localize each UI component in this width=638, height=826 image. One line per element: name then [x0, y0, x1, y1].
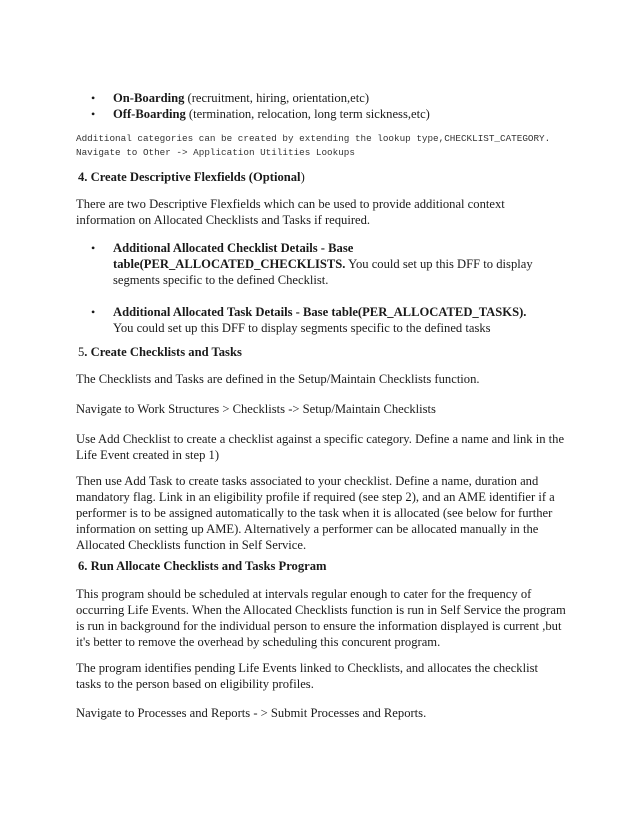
bullet-term: Off-Boarding — [113, 107, 186, 121]
bullet-description: (recruitment, hiring, orientation,etc) — [184, 91, 370, 105]
bullet-bold-text: Additional Allocated Task Details - Base table(PER_ALLOCATED_TASKS). — [113, 305, 527, 319]
list-item — [76, 106, 566, 122]
section-6-heading: 6. Run Allocate Checklists and Tasks Program — [78, 559, 327, 573]
section-4-intro: There are two Descriptive Flexfields which can be used to provide additional context information on Allocated Checklists and Tasks if required. — [76, 197, 505, 227]
bullet-term: On-Boarding — [113, 91, 185, 105]
list-item — [76, 90, 566, 106]
section-5-heading: 5. Create Checklists and Tasks — [78, 345, 242, 359]
paragraph: Navigate to Processes and Reports - > Submit Processes and Reports. — [76, 706, 427, 720]
bullet-icon: • — [91, 91, 96, 105]
list-item — [76, 240, 546, 288]
paragraph: The program identifies pending Life Events linked to Checklists, and allocates the checklist tasks to the person based on eligibility profiles. — [76, 661, 538, 691]
list-item — [76, 304, 546, 336]
code-line: Navigate to Other -> Application Utilities Lookups — [76, 147, 355, 158]
bullet-text: You could set up this DFF to display segments specific to the defined tasks — [113, 321, 491, 335]
bullet-text: You could set up this DFF to display segments specific to the defined Checklist. — [113, 257, 533, 287]
bullet-icon: • — [91, 305, 96, 319]
code-line: Additional categories can be created by extending the lookup type,CHECKLIST_CATEGORY. — [76, 133, 551, 144]
paragraph: Then use Add Task to create tasks associated to your checklist. Define a name, duration and mandatory flag. Link in an eligibility profile if required (see step 2), and an AME identifier if a performer is to be assigned automatically to the task when it is allocated (see below for further information on setting up AME). Alternatively a performer can be allocated manually in the Allocated Checklists function in Self Service. — [76, 474, 555, 552]
bullet-description: (termination, relocation, long term sickness,etc) — [185, 107, 430, 121]
bullet-icon: • — [91, 107, 96, 121]
dff-bullet-list — [76, 240, 546, 336]
paragraph: This program should be scheduled at intervals regular enough to cater for the frequency of occurring Life Events. When the Allocated Checklists function is run in Self Service the program is run in background for the individual person to ensure the information displayed is current ,but it's better to remove the overhead by scheduling this concurent program. — [76, 587, 566, 649]
bullet-icon: • — [91, 241, 96, 255]
bullet-bold-text: Additional Allocated Checklist Details - Base table(PER_ALLOCATED_CHECKLISTS. — [113, 241, 354, 271]
section-4-heading: 4. Create Descriptive Flexfields (Optional) — [78, 170, 305, 184]
paragraph: The Checklists and Tasks are defined in the Setup/Maintain Checklists function. — [76, 372, 480, 386]
category-bullet-list — [76, 90, 566, 122]
paragraph: Use Add Checklist to create a checklist against a specific category. Define a name and link in the Life Event created in step 1) — [76, 432, 565, 462]
code-note — [76, 132, 596, 160]
paragraph: Navigate to Work Structures > Checklists -> Setup/Maintain Checklists — [76, 402, 436, 416]
